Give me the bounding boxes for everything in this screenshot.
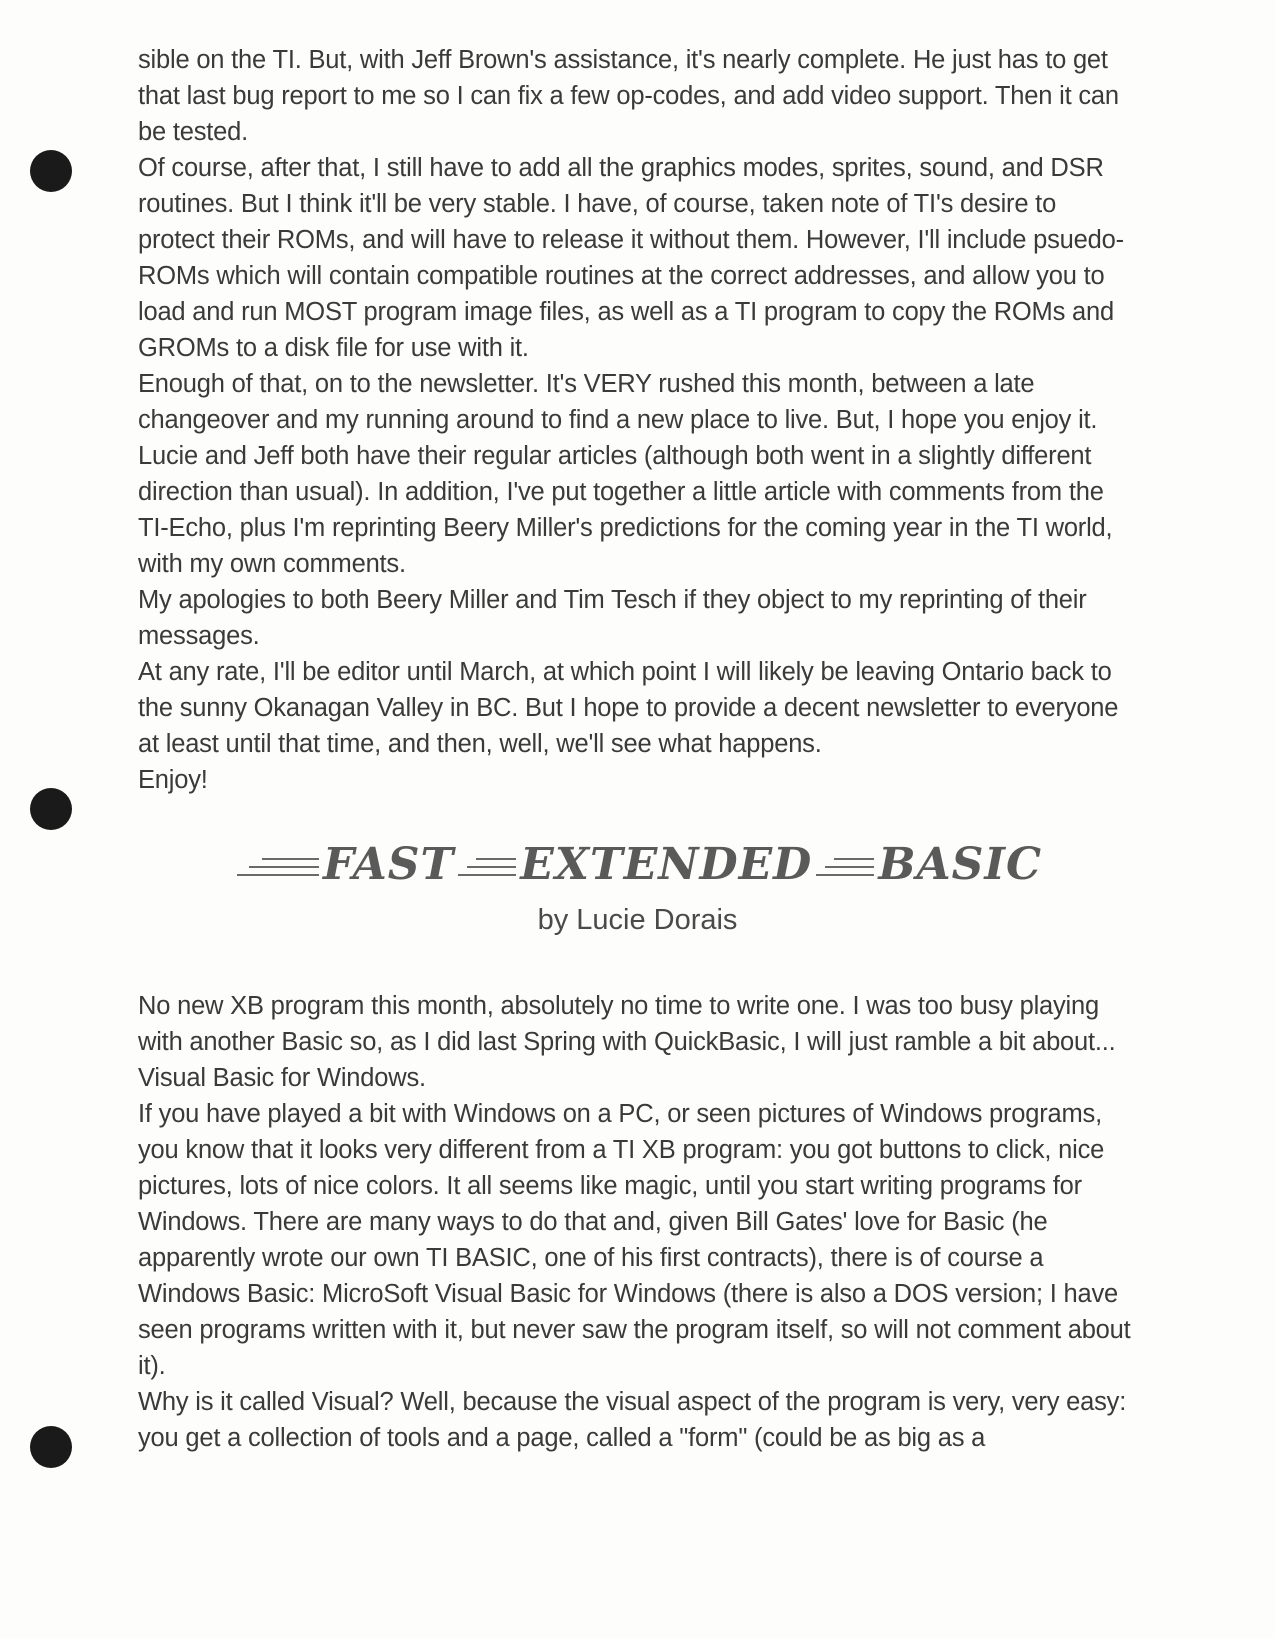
editorial-paragraph: sible on the TI. But, with Jeff Brown's assistance, it's nearly complete. He just has to get that last bug report to me so I can fix a few op-codes, and add video support. Then it can be tested.	[138, 46, 1119, 146]
title-word-fast: FAST	[322, 839, 455, 890]
editorial-paragraph: My apologies to both Beery Miller and Tim Tesch if they object to my reprinting of their messages.	[138, 586, 1087, 650]
article-paragraph: If you have played a bit with Windows on a PC, or seen pictures of Windows programs, you know that it looks very different from a TI XB program: you got buttons to click, nice pictures, lots of nice colors. It all seems like magic, until you start writing programs for Windows. There are many ways to do that and, given Bill Gates' love for Basic (he apparently wrote our own TI BASIC, one of his first contracts), there is of course a Windows Basic: MicroSoft Visual Basic for Windows (there is also a DOS version; I have seen programs written with it, but never saw the program itself, so will not comment about it).	[138, 1100, 1131, 1380]
article-byline: by Lucie Dorais	[537, 904, 738, 936]
editorial-paragraph: Of course, after that, I still have to add all the graphics modes, sprites, sound, and DSR routines. But I think it'll be very stable. I have, of course, taken note of TI's desire to protect their ROMs, and will have to release it without them. However, I'll include psuedo-ROMs which will contain compatible routines at the correct addresses, and allow you to load and run MOST program image files, as well as a TI program to copy the ROMs and GROMs to a disk file for use with it.	[138, 154, 1124, 362]
binder-hole-bottom	[30, 1426, 72, 1468]
title-word-basic: BASIC	[878, 839, 1043, 890]
article-body	[138, 988, 1138, 1456]
title-word-extended: EXTENDED	[520, 839, 813, 890]
editorial-closing: Enjoy!	[138, 766, 208, 794]
binder-hole-middle	[30, 788, 72, 830]
editorial-text	[138, 42, 1138, 798]
title-rule-icon	[237, 850, 319, 880]
editorial-paragraph: Enough of that, on to the newsletter. It's VERY rushed this month, between a late changeover and my running around to find a new place to live. But, I hope you enjoy it. Lucie and Jeff both have their regular articles (although both went in a slightly different direction than usual). In addition, I've put together a little article with comments from the TI-Echo, plus I'm reprinting Beery Miller's predictions for the coming year in the TI world, with my own comments.	[138, 370, 1113, 578]
article-paragraph: Why is it called Visual? Well, because the visual aspect of the program is very, very easy: you get a collection of tools and a page, called a "form" (could be as big as a	[138, 1388, 1127, 1452]
title-rule-icon	[458, 850, 516, 880]
article-title	[0, 836, 1275, 906]
editorial-paragraph: At any rate, I'll be editor until March, at which point I will likely be leaving Ontario back to the sunny Okanagan Valley in BC. But I hope to provide a decent newsletter to everyone at least until that time, and then, well, we'll see what happens.	[138, 658, 1119, 758]
title-rule-icon	[816, 850, 874, 880]
binder-hole-top	[30, 150, 72, 192]
article-paragraph: No new XB program this month, absolutely no time to write one. I was too busy playing with another Basic so, as I did last Spring with QuickBasic, I will just ramble a bit about... Visual Basic for Windows.	[138, 992, 1116, 1092]
